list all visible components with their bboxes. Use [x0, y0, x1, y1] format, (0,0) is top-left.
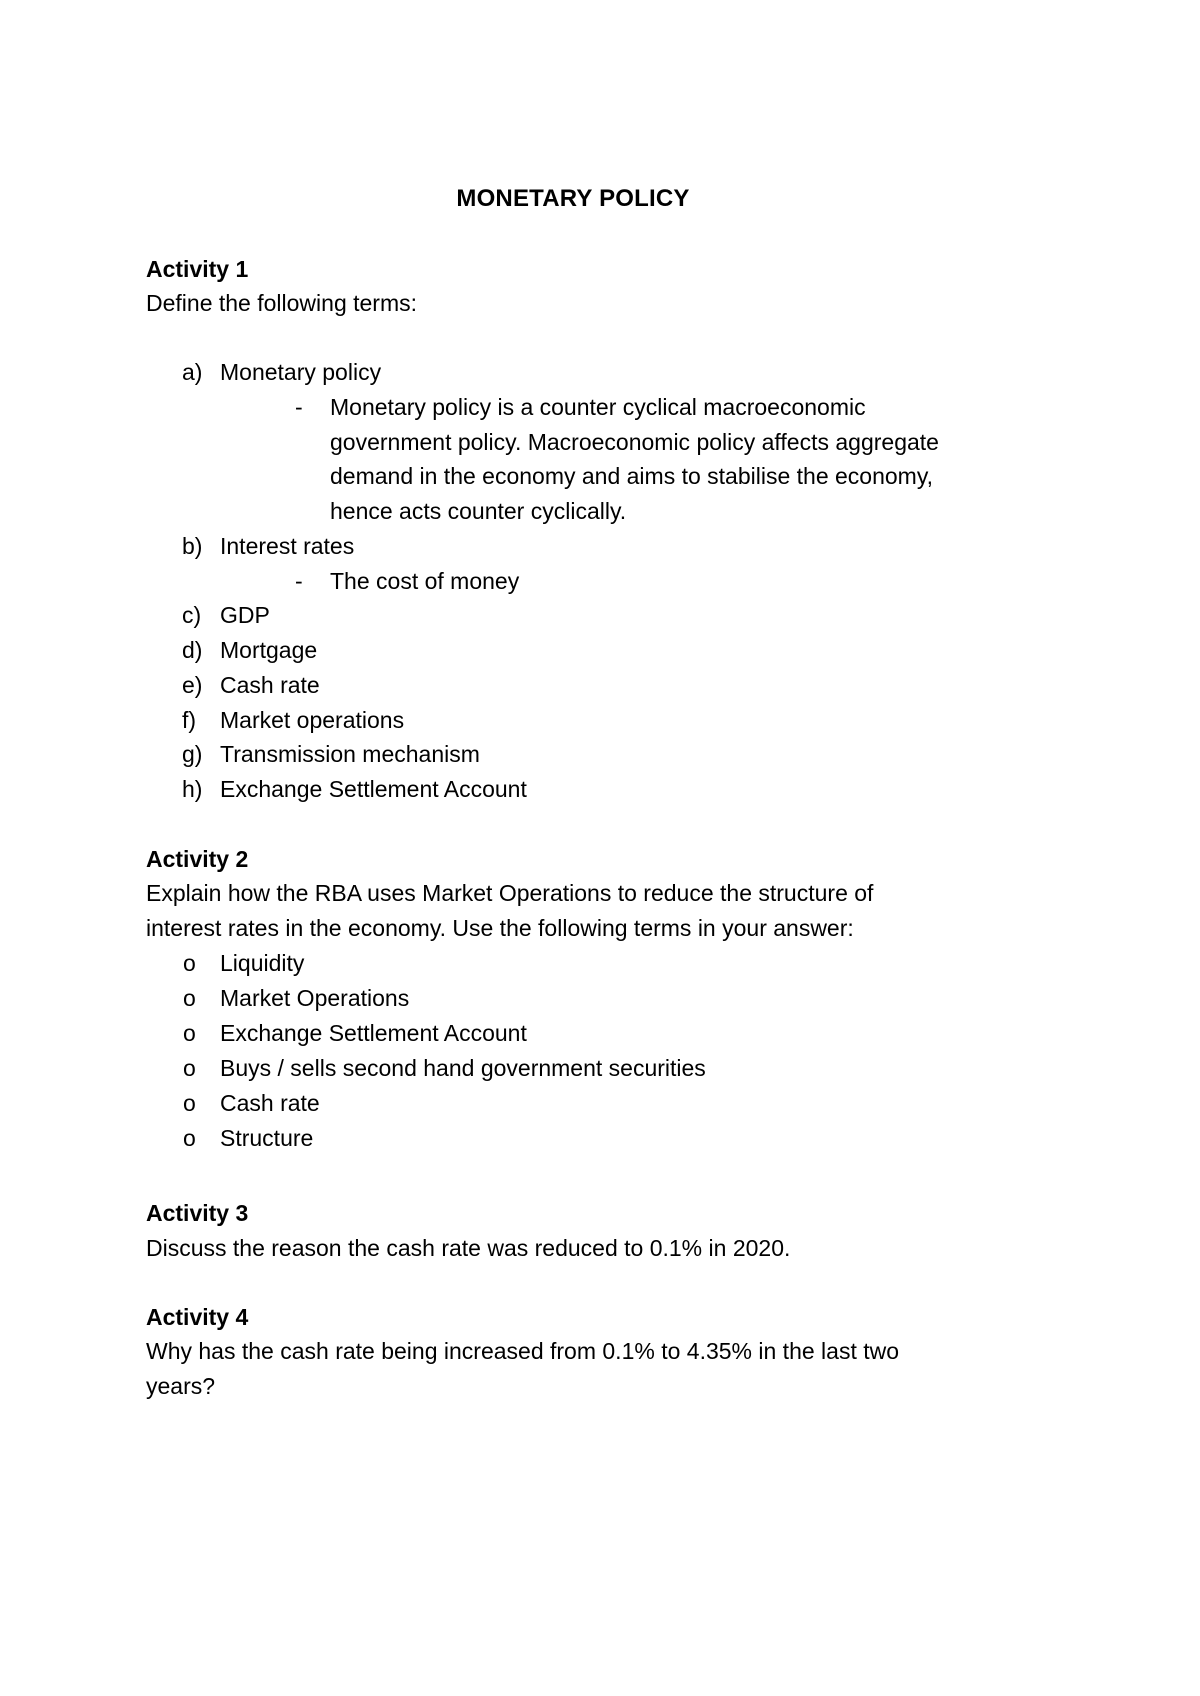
list-marker-g: g) [182, 741, 203, 767]
bullet-marker: o [183, 950, 196, 976]
activity-4-question-line-1: Why has the cash rate being increased from 0.1% to 4.35% in the last two [146, 1338, 900, 1364]
activity-4-question-line-2: years? [146, 1373, 216, 1399]
activity-2-question-line-2: interest rates in the economy. Use the following terms in your answer: [146, 915, 854, 941]
bullet-marker: o [183, 1090, 196, 1116]
term-transmission-mechanism: Transmission mechanism [220, 741, 480, 767]
term-market-operations: Market operations [220, 707, 405, 733]
bullet-term-cash-rate: Cash rate [220, 1090, 320, 1116]
bullet-marker: o [183, 1125, 196, 1151]
term-mortgage: Mortgage [220, 637, 318, 663]
list-marker-b: b) [182, 533, 203, 559]
answer-a-line-2: government policy. Macroeconomic policy affects aggregate [330, 429, 939, 455]
activity-2-heading: Activity 2 [146, 846, 249, 872]
list-marker-a: a) [182, 359, 203, 385]
bullet-term-structure: Structure [220, 1125, 314, 1151]
list-marker-h: h) [182, 776, 203, 802]
answer-a-line-4: hence acts counter cyclically. [330, 498, 627, 524]
list-marker-f: f) [182, 707, 197, 733]
activity-1-instruction: Define the following terms: [146, 290, 418, 316]
bullet-marker: o [183, 1020, 196, 1046]
bullet-term-government-securities: Buys / sells second hand government securities [220, 1055, 706, 1081]
answer-a-line-1: Monetary policy is a counter cyclical macroeconomic [330, 394, 866, 420]
answer-a-line-3: demand in the economy and aims to stabilise the economy, [330, 463, 934, 489]
answer-b-text: The cost of money [330, 568, 520, 594]
activity-4-heading: Activity 4 [146, 1304, 249, 1330]
list-marker-e: e) [182, 672, 203, 698]
term-exchange-settlement-account: Exchange Settlement Account [220, 776, 527, 802]
term-monetary-policy: Monetary policy [220, 359, 382, 385]
list-marker-d: d) [182, 637, 203, 663]
bullet-marker: o [183, 985, 196, 1011]
bullet-term-exchange-settlement-account: Exchange Settlement Account [220, 1020, 527, 1046]
activity-3-question: Discuss the reason the cash rate was reduced to 0.1% in 2020. [146, 1235, 791, 1261]
list-marker-c: c) [182, 602, 202, 628]
activity-3-heading: Activity 3 [146, 1200, 249, 1226]
term-cash-rate: Cash rate [220, 672, 320, 698]
term-interest-rates: Interest rates [220, 533, 355, 559]
answer-b-dash: - [295, 568, 303, 594]
activity-1-heading: Activity 1 [146, 256, 249, 282]
page-title: MONETARY POLICY [456, 185, 690, 212]
activity-2-question-line-1: Explain how the RBA uses Market Operations to reduce the structure of [146, 880, 874, 906]
bullet-marker: o [183, 1055, 196, 1081]
bullet-term-liquidity: Liquidity [220, 950, 305, 976]
term-gdp: GDP [220, 602, 270, 628]
answer-a-dash: - [295, 394, 303, 420]
bullet-term-market-operations: Market Operations [220, 985, 410, 1011]
